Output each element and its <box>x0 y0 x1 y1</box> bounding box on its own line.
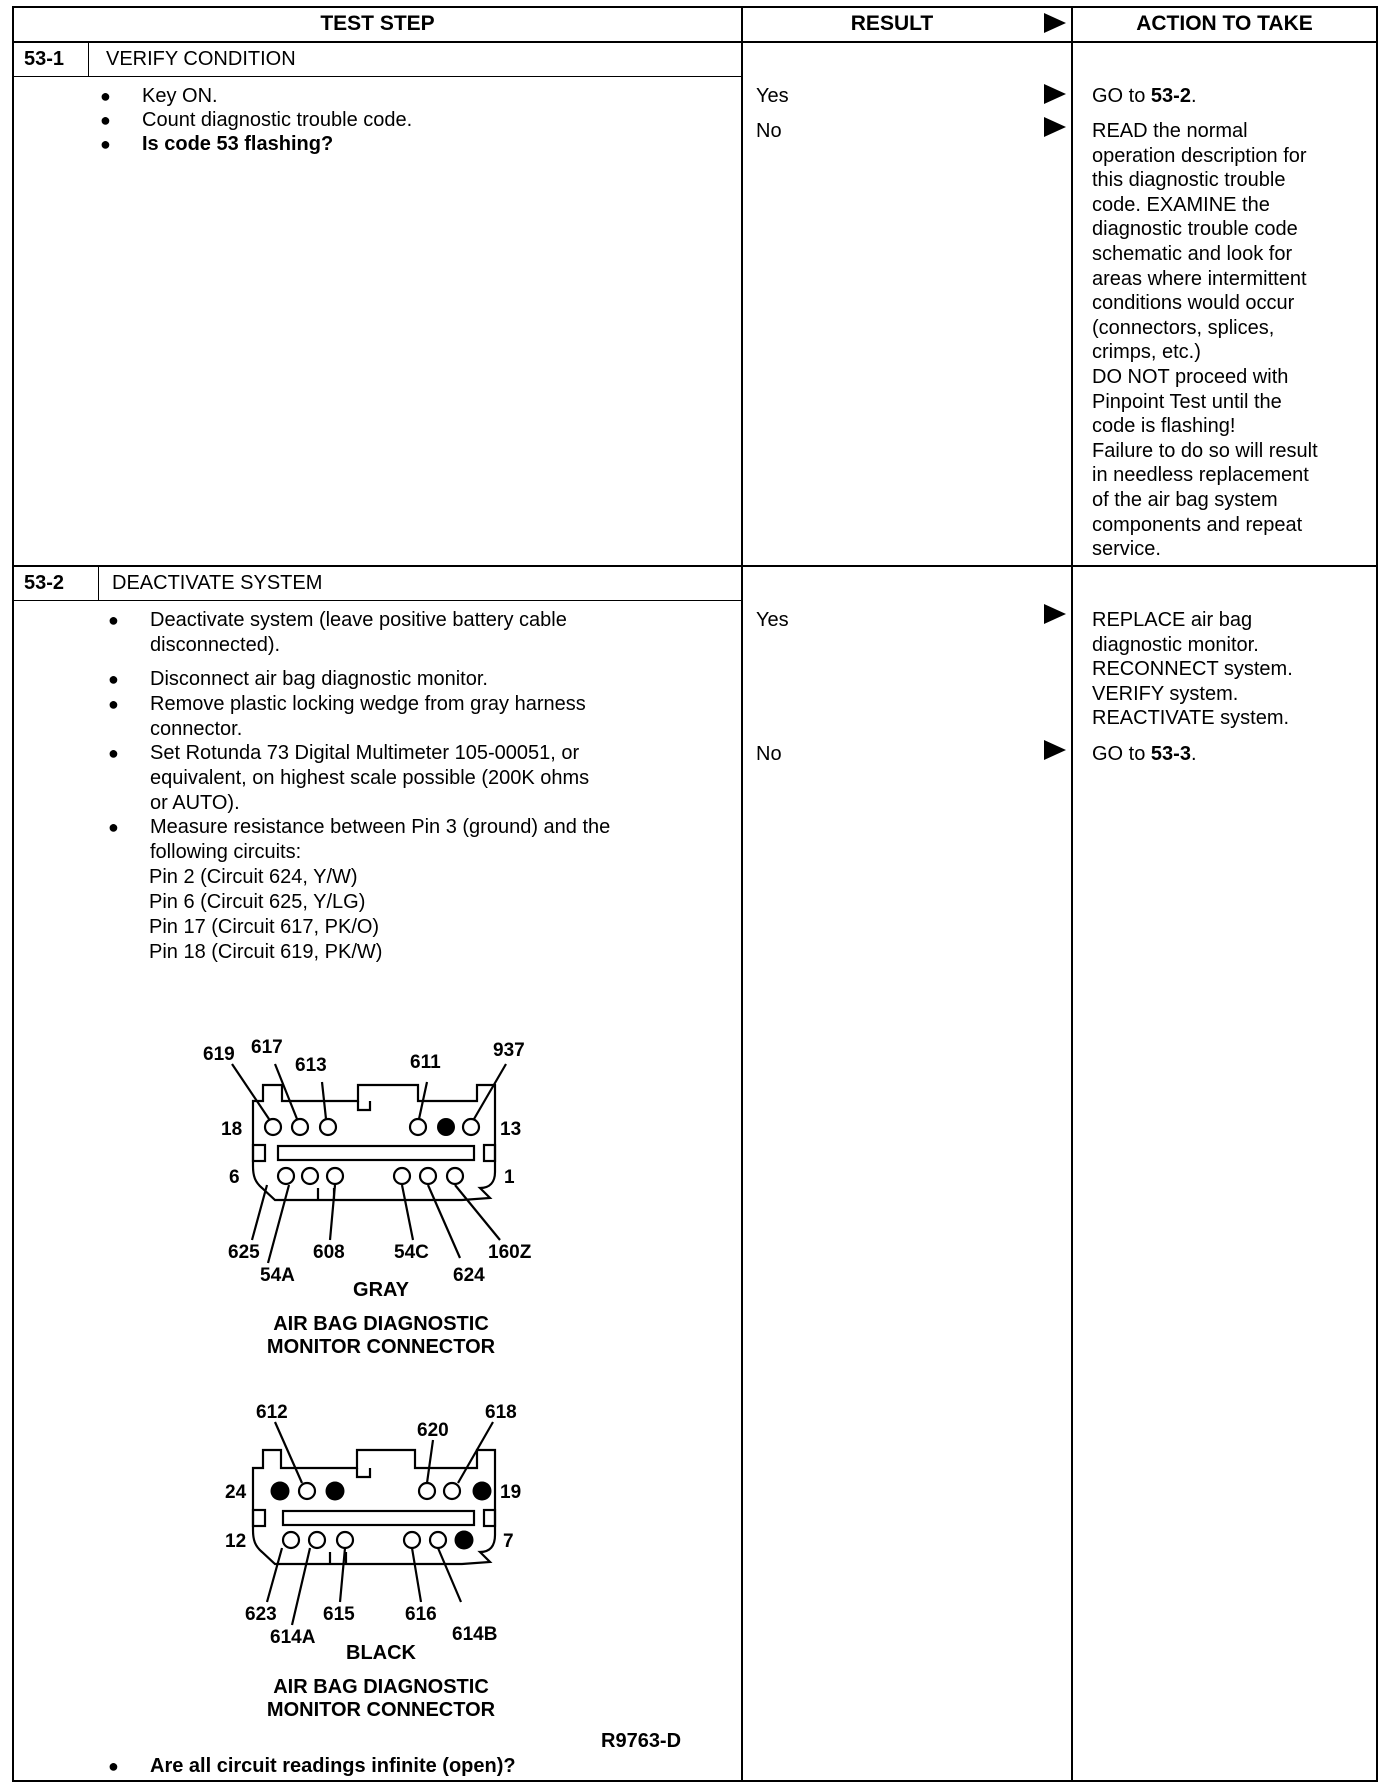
caption-line: AIR BAG DIAGNOSTIC <box>273 1676 489 1698</box>
wire-label: 611 <box>410 1052 441 1073</box>
pin-circle <box>278 1168 294 1184</box>
step2-result-yes: Yes <box>756 609 789 631</box>
bullet-icon: ● <box>100 86 111 106</box>
pin-circle <box>410 1119 426 1135</box>
pin-circle <box>444 1483 460 1499</box>
pin-circle <box>327 1168 343 1184</box>
wire-label: 625 <box>228 1242 260 1263</box>
item-line: Measure resistance between Pin 3 (ground) and the <box>150 816 611 838</box>
black-connector-slot <box>283 1511 474 1525</box>
step1-question: ● Is code 53 flashing? <box>100 133 334 155</box>
text-line: in needless replacement <box>1092 464 1309 487</box>
step2-title: DEACTIVATE SYSTEM <box>112 572 323 594</box>
gray-connector-latch <box>358 1101 370 1110</box>
gray-color-label: GRAY <box>353 1279 409 1301</box>
pin-number-label: 6 <box>229 1167 240 1188</box>
leader-lines <box>275 1422 493 1483</box>
header-test-step: TEST STEP <box>320 12 435 35</box>
pin-circle <box>299 1483 315 1499</box>
bullet-icon: ● <box>100 110 111 130</box>
text-line: REACTIVATE system. <box>1092 707 1290 730</box>
text-line: diagnostic monitor. <box>1092 633 1259 656</box>
item-line: Disconnect air bag diagnostic monitor. <box>150 668 488 690</box>
caption-line: MONITOR CONNECTOR <box>266 1336 496 1358</box>
filled-pin <box>473 1482 492 1501</box>
text-line: Pin 2 (Circuit 624, Y/W) <box>149 866 358 888</box>
bullet-icon: ● <box>108 817 119 837</box>
black-color-label: BLACK <box>346 1642 416 1664</box>
bullet-icon: ● <box>108 743 119 763</box>
wire-label: 937 <box>493 1040 525 1061</box>
pin-number-label: 19 <box>500 1482 522 1503</box>
pin-circle <box>394 1168 410 1184</box>
item-line: Set Rotunda 73 Digital Multimeter 105-00051, or <box>150 742 580 764</box>
pin-circle <box>419 1483 435 1499</box>
text-line: diagnostic trouble code <box>1092 218 1298 241</box>
bullet-icon: ● <box>100 134 111 154</box>
text-line: Pin 6 (Circuit 625, Y/LG) <box>149 891 366 913</box>
wire-label: 620 <box>417 1420 449 1441</box>
step1-result-no: No <box>756 120 782 142</box>
step2-action-no: GO to 53-3. <box>1092 743 1197 765</box>
wire-label: 54C <box>394 1242 429 1263</box>
pin-number-label: 24 <box>225 1482 247 1503</box>
item-line: equivalent, on highest scale possible (200K ohms <box>150 767 590 789</box>
pin-number-label: 12 <box>225 1531 247 1552</box>
text-line: service. <box>1092 538 1161 561</box>
wire-label: 608 <box>313 1242 345 1263</box>
text-line: Pin 18 (Circuit 619, PK/W) <box>149 941 383 963</box>
item-line: connector. <box>150 718 243 740</box>
pin-circle <box>447 1168 463 1184</box>
wire-label: 612 <box>256 1402 288 1423</box>
gray-connector-slot <box>278 1146 474 1160</box>
item-line: Remove plastic locking wedge from gray harness <box>150 693 586 715</box>
step1-action-yes: GO to 53-2. <box>1092 85 1197 107</box>
text-line: RECONNECT system. <box>1092 658 1293 681</box>
wire-label: 618 <box>485 1402 517 1423</box>
step1-result-yes: Yes <box>756 85 789 107</box>
wire-label: 614A <box>270 1627 316 1648</box>
text-line: areas where intermittent <box>1092 267 1307 290</box>
filled-pin <box>437 1118 455 1136</box>
item-line: following circuits: <box>150 841 302 863</box>
wire-label: 624 <box>453 1265 485 1286</box>
pin-number-label: 1 <box>504 1167 515 1188</box>
step2-number: 53-2 <box>24 572 65 594</box>
step1-title: VERIFY CONDITION <box>106 48 296 70</box>
black-connector-key-left <box>253 1510 265 1526</box>
text-line: DO NOT proceed with <box>1092 365 1289 388</box>
pin-circle <box>430 1532 446 1548</box>
black-connector-latch <box>357 1468 370 1477</box>
text-line: READ the normal <box>1092 120 1248 142</box>
step1-item: ● Count diagnostic trouble code. <box>100 109 413 131</box>
item-line: or AUTO). <box>150 792 240 814</box>
text-line: (connectors, splices, <box>1092 316 1275 339</box>
pin-number-label: 7 <box>503 1531 514 1552</box>
pin-circle <box>463 1119 479 1135</box>
header-result: RESULT <box>850 12 934 35</box>
text-line: code. EXAMINE the <box>1092 193 1270 216</box>
wire-label: 619 <box>203 1044 235 1065</box>
wire-label: 615 <box>323 1604 355 1625</box>
bullet-icon: ● <box>108 669 119 689</box>
item-line: Deactivate system (leave positive battery cable <box>150 609 567 631</box>
bullet-icon: ● <box>108 694 119 714</box>
text-line: REPLACE air bag <box>1092 609 1253 631</box>
caption-line: AIR BAG DIAGNOSTIC <box>273 1313 489 1335</box>
filled-pin <box>326 1482 345 1501</box>
gray-connector-key-right <box>484 1145 495 1161</box>
pin-circle <box>283 1532 299 1548</box>
text-line: schematic and look for <box>1092 242 1293 265</box>
wire-label: 614B <box>452 1624 498 1645</box>
text-line: VERIFY system. <box>1092 682 1239 705</box>
step2-result-no: No <box>756 743 782 765</box>
pin-circle <box>420 1168 436 1184</box>
pin-circle <box>320 1119 336 1135</box>
filled-pin <box>271 1482 290 1501</box>
pin-number-label: 13 <box>500 1119 522 1140</box>
pin-circle <box>292 1119 308 1135</box>
pin-number-label: 18 <box>221 1119 243 1140</box>
text-line: Pin 17 (Circuit 617, PK/O) <box>149 916 380 938</box>
pin-circle <box>309 1532 325 1548</box>
wire-label: 613 <box>295 1055 327 1076</box>
step2-question: ● Are all circuit readings infinite (open)? <box>108 1755 516 1777</box>
wire-label: 54A <box>260 1265 295 1286</box>
text-line: components and repeat <box>1092 513 1303 536</box>
text-line: this diagnostic trouble <box>1092 169 1286 192</box>
text-line: crimps, etc.) <box>1092 341 1201 364</box>
wire-label: 623 <box>245 1604 277 1625</box>
step1-number: 53-1 <box>24 48 65 70</box>
caption-line: MONITOR CONNECTOR <box>266 1699 496 1721</box>
text-line: of the air bag system <box>1092 488 1278 511</box>
header-action: ACTION TO TAKE <box>1136 12 1313 35</box>
wire-label: 617 <box>251 1037 283 1058</box>
step1-item: ● Key ON. <box>100 85 218 107</box>
wire-label: 160Z <box>488 1242 532 1263</box>
pin-circle <box>302 1168 318 1184</box>
pin-circle <box>404 1532 420 1548</box>
text-line: code is flashing! <box>1092 415 1236 438</box>
wire-label: 616 <box>405 1604 437 1625</box>
pin-circle <box>265 1119 281 1135</box>
text-line: Failure to do so will result <box>1092 439 1318 462</box>
gray-connector-key-left <box>253 1145 265 1161</box>
text-line: operation description for <box>1092 144 1307 167</box>
text-line: Pinpoint Test until the <box>1092 390 1282 413</box>
filled-pin <box>455 1531 474 1550</box>
figure-ref: R9763-D <box>601 1730 682 1752</box>
pin-circle <box>337 1532 353 1548</box>
black-connector-key-right <box>484 1510 495 1526</box>
text-line: conditions would occur <box>1092 292 1295 315</box>
bullet-icon: ● <box>108 1756 119 1776</box>
item-line: disconnected). <box>150 634 281 656</box>
bullet-icon: ● <box>108 610 119 630</box>
gray-connector-tab <box>318 1188 334 1200</box>
leader-lines <box>252 1185 500 1263</box>
